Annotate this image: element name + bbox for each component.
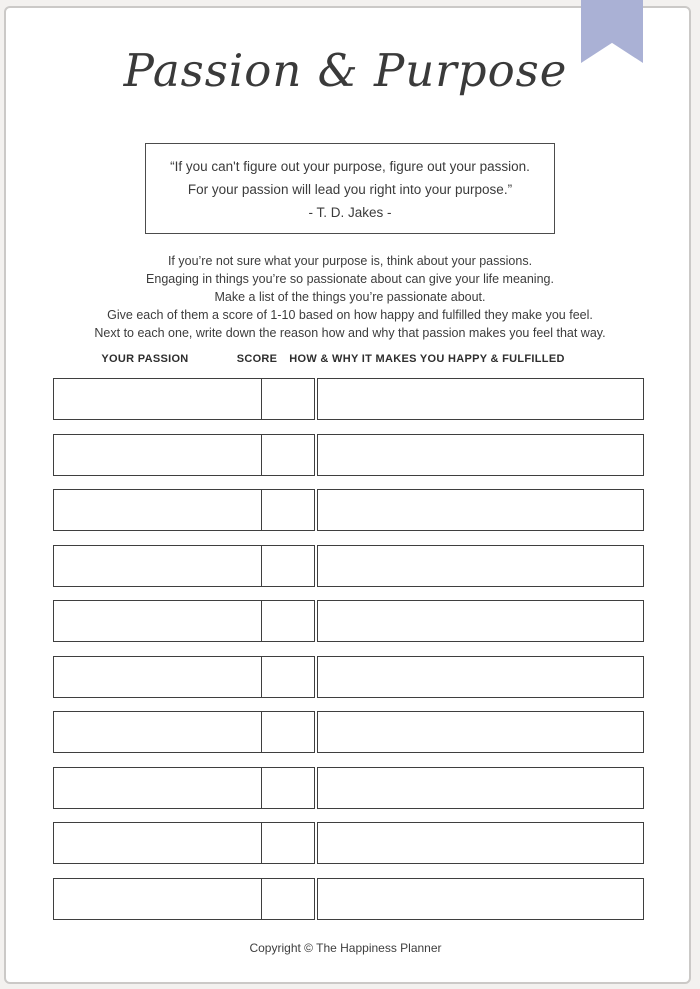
quote-box: [145, 143, 555, 234]
score-input-box[interactable]: [261, 767, 316, 809]
reason-input-box[interactable]: [317, 878, 644, 920]
table-row: [53, 711, 644, 753]
table-row: [53, 767, 644, 809]
instruction-line: Next to each one, write down the reason how and why that passion makes you feel that way.: [94, 326, 606, 340]
score-input-box[interactable]: [261, 545, 316, 587]
passion-input-box[interactable]: [53, 767, 262, 809]
score-input-box[interactable]: [261, 878, 316, 920]
reason-input-box[interactable]: [317, 711, 644, 753]
instruction-line: If you’re not sure what your purpose is, think about your passions.: [167, 254, 533, 268]
reason-input-box[interactable]: [317, 767, 644, 809]
score-input-box[interactable]: [261, 434, 316, 476]
copyright-footer: Copyright © The Happiness Planner: [249, 941, 442, 955]
score-input-box[interactable]: [261, 656, 316, 698]
score-input-box[interactable]: [261, 600, 316, 642]
score-input-box[interactable]: [261, 489, 316, 531]
quote-line: For your passion will lead you right into your purpose.”: [187, 182, 513, 197]
score-input-box[interactable]: [261, 711, 316, 753]
page-title: Passion & Purpose: [123, 44, 568, 97]
reason-input-box[interactable]: [317, 434, 644, 476]
table-row: [53, 878, 644, 920]
table-row: [53, 822, 644, 864]
table-row: [53, 434, 644, 476]
passion-input-box[interactable]: [53, 434, 262, 476]
column-header-passion: YOUR PASSION: [101, 353, 189, 365]
table-row: [53, 489, 644, 531]
reason-input-box[interactable]: [317, 822, 644, 864]
instruction-line: Make a list of the things you’re passionate about.: [214, 290, 486, 304]
worksheet-rows: [53, 378, 644, 933]
score-input-box[interactable]: [261, 378, 316, 420]
quote-attribution: - T. D. Jakes -: [308, 205, 392, 220]
column-header-reason: HOW & WHY IT MAKES YOU HAPPY & FULFILLED: [289, 353, 565, 365]
table-row: [53, 600, 644, 642]
passion-input-box[interactable]: [53, 489, 262, 531]
passion-input-box[interactable]: [53, 378, 262, 420]
column-header-score: SCORE: [236, 353, 278, 365]
instruction-line: Engaging in things you’re so passionate about can give your life meaning.: [146, 272, 554, 286]
table-row: [53, 545, 644, 587]
passion-input-box[interactable]: [53, 600, 262, 642]
reason-input-box[interactable]: [317, 489, 644, 531]
passion-input-box[interactable]: [53, 878, 262, 920]
passion-input-box[interactable]: [53, 711, 262, 753]
reason-input-box[interactable]: [317, 378, 644, 420]
quote-line: “If you can't figure out your purpose, figure out your passion.: [170, 159, 530, 174]
reason-input-box[interactable]: [317, 600, 644, 642]
instruction-line: Give each of them a score of 1-10 based on how happy and fulfilled they make you feel.: [107, 308, 593, 322]
table-row: [53, 378, 644, 420]
reason-input-box[interactable]: [317, 545, 644, 587]
table-row: [53, 656, 644, 698]
reason-input-box[interactable]: [317, 656, 644, 698]
instructions-block: [0, 252, 700, 342]
score-input-box[interactable]: [261, 822, 316, 864]
passion-input-box[interactable]: [53, 545, 262, 587]
passion-input-box[interactable]: [53, 822, 262, 864]
passion-input-box[interactable]: [53, 656, 262, 698]
